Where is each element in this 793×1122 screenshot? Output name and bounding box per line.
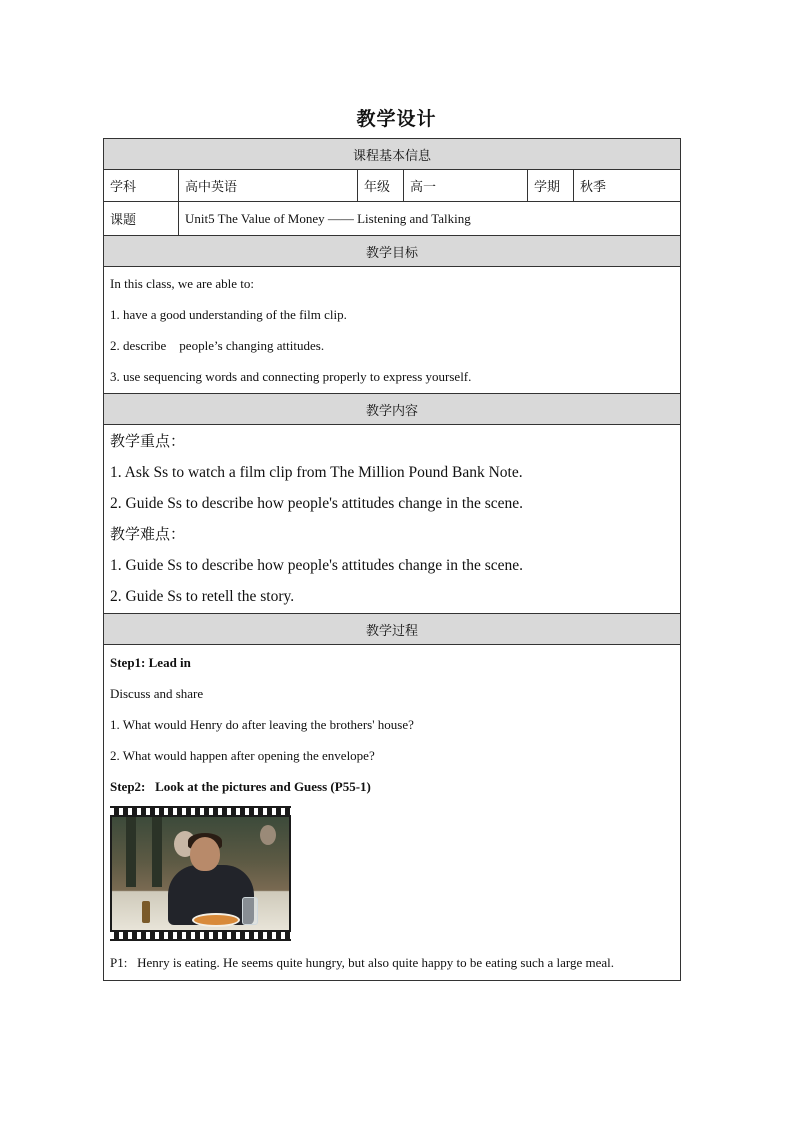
key-points-label: 教学重点： <box>110 432 186 450</box>
film-frame <box>112 817 289 930</box>
film-perforation-bottom <box>110 932 291 939</box>
objectives-intro: In this class, we are able to: <box>110 276 255 291</box>
difficult-point-2: 2. Guide Ss to retell the story. <box>110 588 295 605</box>
section-header-objectives: 教学目标 <box>104 236 681 267</box>
section-header-basic-info: 课程基本信息 <box>104 139 681 170</box>
topic-label: 课题 <box>104 202 179 236</box>
step1-subtitle: Discuss and share <box>110 686 204 701</box>
term-value: 秋季 <box>574 170 681 202</box>
grade-value: 高一 <box>404 170 528 202</box>
topic-value: Unit5 The Value of Money —— Listening and Talking <box>179 202 681 236</box>
film-still-image <box>110 806 291 941</box>
grade-label: 年级 <box>358 170 404 202</box>
objective-item-3: 3. use sequencing words and connecting properly to express yourself. <box>110 369 472 384</box>
lesson-plan-table <box>103 138 681 981</box>
section-header-process: 教学过程 <box>104 614 681 645</box>
key-point-2: 2. Guide Ss to describe how people's attitudes change in the scene. <box>110 495 524 512</box>
background-person <box>260 825 276 845</box>
process-block <box>104 645 681 981</box>
picture-1-description: P1: Henry is eating. He seems quite hungry, but also quite happy to be eating such a large meal. <box>110 955 614 970</box>
step1-question-2: 2. What would happen after opening the envelope? <box>110 748 375 763</box>
step2-title: Step2: Look at the pictures and Guess (P55-1) <box>110 779 371 794</box>
glass <box>242 897 258 925</box>
key-point-1: 1. Ask Ss to watch a film clip from The Million Pound Bank Note. <box>110 464 523 481</box>
subject-value: 高中英语 <box>179 170 358 202</box>
meal-plate <box>192 913 240 927</box>
bottle <box>142 901 150 923</box>
subject-label: 学科 <box>104 170 179 202</box>
content-block <box>104 425 681 614</box>
difficult-points-label: 教学难点： <box>110 525 186 543</box>
step1-title: Step1: Lead in <box>110 655 191 670</box>
term-label: 学期 <box>528 170 574 202</box>
section-header-content: 教学内容 <box>104 394 681 425</box>
page-title: 教学设计 <box>356 108 437 130</box>
objectives-block <box>104 267 681 394</box>
objective-item-1: 1. have a good understanding of the film clip. <box>110 307 347 322</box>
objective-item-2: 2. describe people’s changing attitudes. <box>110 338 325 353</box>
difficult-point-1: 1. Guide Ss to describe how people's attitudes change in the scene. <box>110 557 524 574</box>
step1-question-1: 1. What would Henry do after leaving the brothers' house? <box>110 717 414 732</box>
film-perforation-top <box>110 808 291 815</box>
